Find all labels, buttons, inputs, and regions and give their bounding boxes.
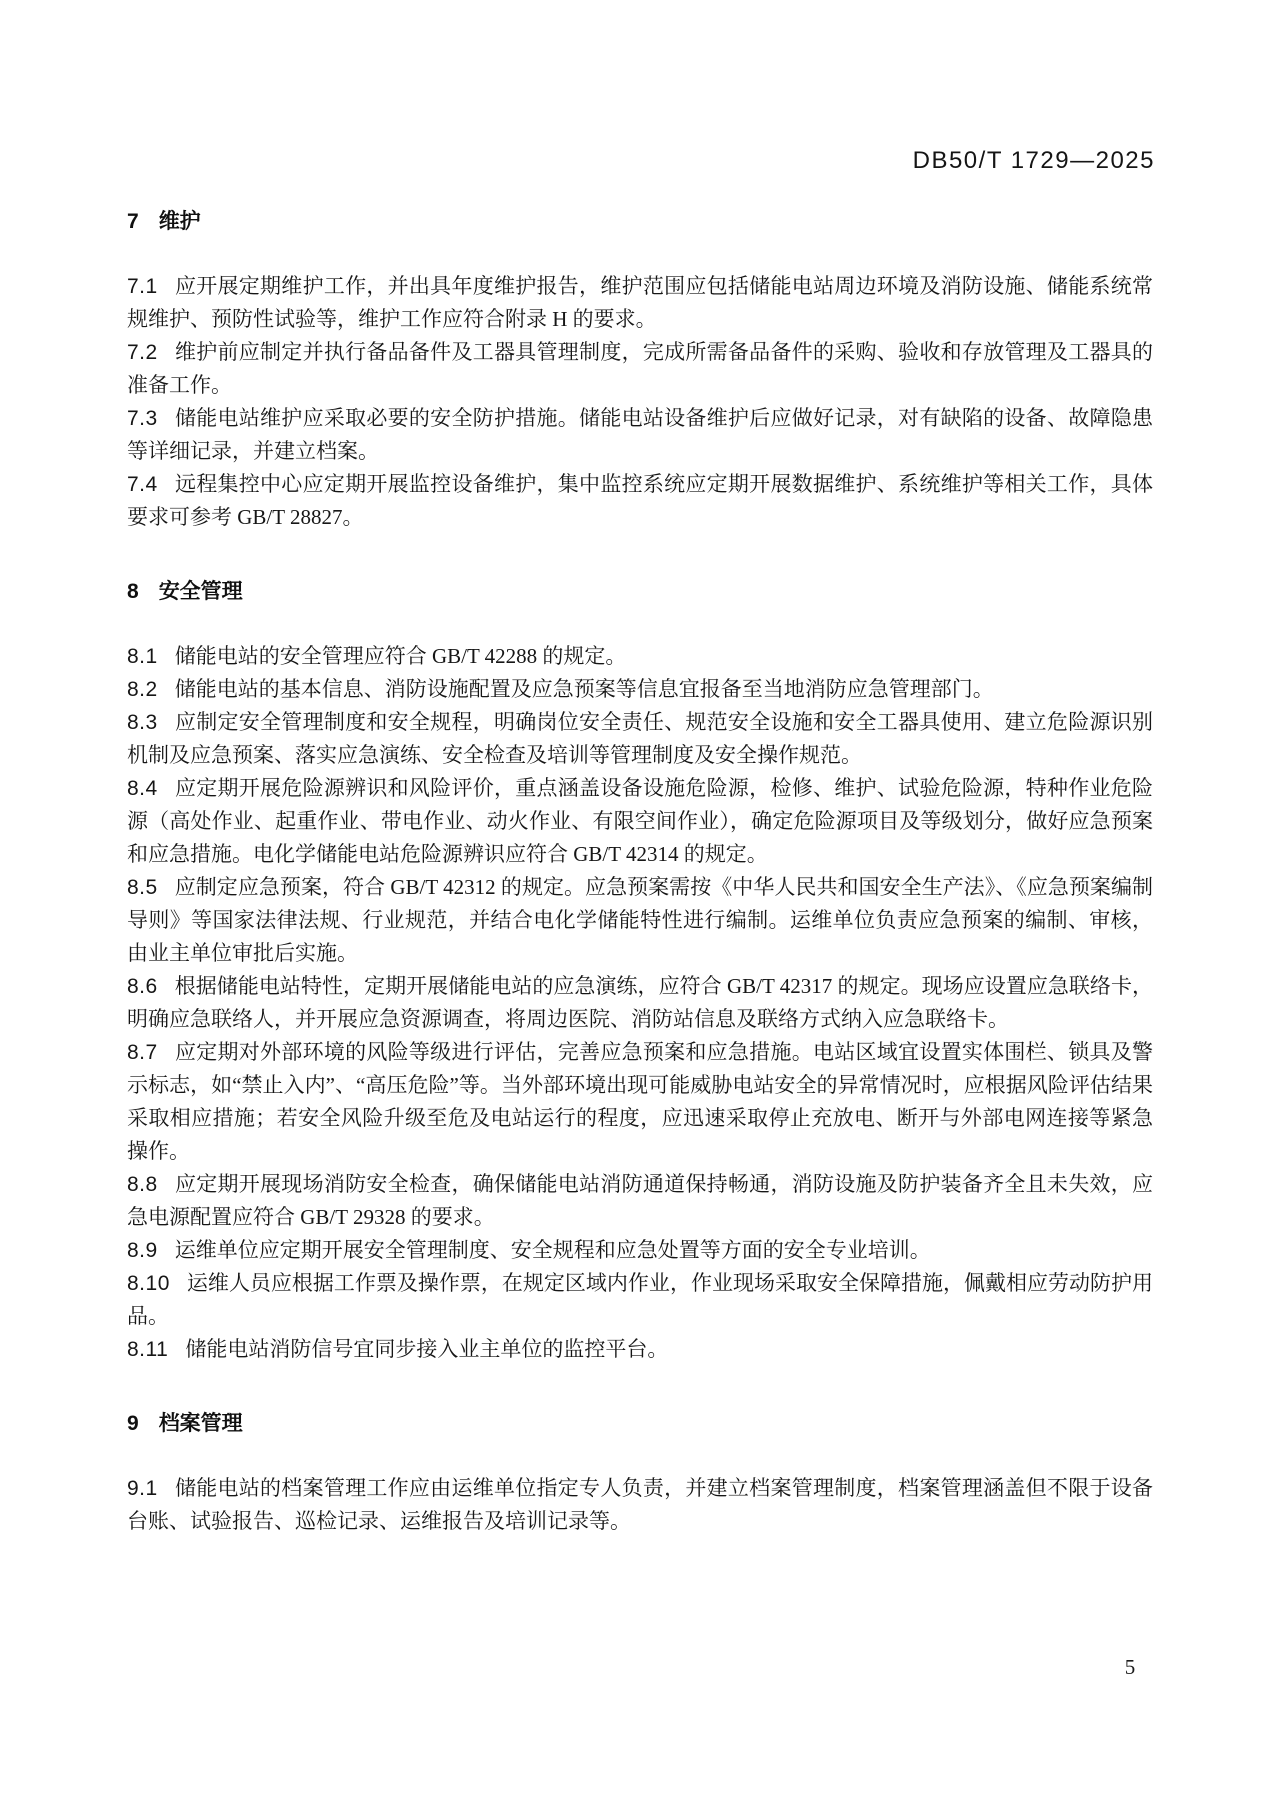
clause-7-1 (127, 270, 1153, 336)
clause-number: 8.1 (127, 645, 158, 668)
clause-number: 8.10 (127, 1272, 170, 1295)
clause-number: 8.8 (127, 1173, 158, 1196)
clause-8-5 (127, 871, 1153, 970)
section-title: 安全管理 (158, 580, 243, 603)
clause-8-8 (127, 1168, 1153, 1234)
section-number: 9 (127, 1412, 139, 1435)
clause-text: 储能电站的档案管理工作应由运维单位指定专人负责，并建立档案管理制度，档案管理涵盖但不限于设备台账、试验报告、巡检记录、运维报告及培训记录等。 (127, 1476, 1153, 1533)
clause-8-4 (127, 772, 1153, 871)
clause-8-9 (127, 1234, 1153, 1267)
clause-text: 维护前应制定并执行备品备件及工器具管理制度，完成所需备品备件的采购、验收和存放管理及工器具的准备工作。 (127, 340, 1153, 397)
clause-8-7 (127, 1036, 1153, 1168)
clause-8-1 (127, 640, 1153, 673)
clause-number: 8.6 (127, 975, 158, 998)
clause-9-1 (127, 1472, 1153, 1538)
clause-8-10 (127, 1267, 1153, 1333)
clause-text: 储能电站消防信号宜同步接入业主单位的监控平台。 (185, 1337, 669, 1361)
clause-text: 根据储能电站特性，定期开展储能电站的应急演练，应符合 GB/T 42317 的规定。现场应设置应急联络卡，明确应急联络人，并开展应急资源调查，将周边医院、消防站信息及联络方式纳入应急联络卡。 (127, 974, 1153, 1031)
clause-text: 应制定应急预案，符合 GB/T 42312 的规定。应急预案需按《中华人民共和国安全生产法》、《应急预案编制导则》等国家法律法规、行业规范，并结合电化学储能特性进行编制。运维单位负责应急预案的编制、审核，由业主单位审批后实施。 (127, 875, 1153, 965)
clause-number: 8.5 (127, 876, 158, 899)
clause-7-2 (127, 336, 1153, 402)
clause-text: 应开展定期维护工作，并出具年度维护报告，维护范围应包括储能电站周边环境及消防设施、储能系统常规维护、预防性试验等，维护工作应符合附录 H 的要求。 (127, 274, 1153, 331)
clause-8-2 (127, 673, 1153, 706)
clause-number: 7.2 (127, 341, 158, 364)
clause-text: 远程集控中心应定期开展监控设备维护，集中监控系统应定期开展数据维护、系统维护等相关工作，具体要求可参考 GB/T 28827。 (127, 472, 1153, 529)
standard-number-header: DB50/T 1729—2025 (912, 147, 1155, 174)
section-heading-7 (127, 208, 1153, 236)
page-number: 5 (1124, 1655, 1136, 1679)
clause-text: 应定期开展现场消防安全检查，确保储能电站消防通道保持畅通，消防设施及防护装备齐全且未失效，应急电源配置应符合 GB/T 29328 的要求。 (127, 1172, 1153, 1229)
clause-text: 运维单位应定期开展安全管理制度、安全规程和应急处置等方面的安全专业培训。 (174, 1238, 931, 1262)
section-heading-9 (127, 1410, 1153, 1438)
section-title: 维护 (158, 210, 201, 233)
clause-number: 8.3 (127, 711, 158, 734)
clause-8-11 (127, 1333, 1153, 1366)
clause-text: 应定期开展危险源辨识和风险评价，重点涵盖设备设施危险源，检修、维护、试验危险源，特种作业危险源（高处作业、起重作业、带电作业、动火作业、有限空间作业），确定危险源项目及等级划分，做好应急预案和应急措施。电化学储能电站危险源辨识应符合 GB/T 42314 的规定。 (127, 776, 1153, 866)
clause-number: 9.1 (127, 1477, 158, 1500)
clause-number: 8.11 (127, 1338, 169, 1361)
clause-7-4 (127, 468, 1153, 534)
clause-text: 应制定安全管理制度和安全规程，明确岗位安全责任、规范安全设施和安全工器具使用、建立危险源识别机制及应急预案、落实应急演练、安全检查及培训等管理制度及安全操作规范。 (127, 710, 1153, 767)
clause-number: 7.4 (127, 473, 158, 496)
clause-text: 运维人员应根据工作票及操作票，在规定区域内作业，作业现场采取安全保障措施，佩戴相应劳动防护用品。 (127, 1271, 1153, 1328)
clause-number: 7.3 (127, 407, 158, 430)
clause-text: 应定期对外部环境的风险等级进行评估，完善应急预案和应急措施。电站区域宜设置实体围栏、锁具及警示标志，如“禁止入内”、“高压危险”等。当外部环境出现可能威胁电站安全的异常情况时，应根据风险评估结果采取相应措施；若安全风险升级至危及电站运行的程度，应迅速采取停止充放电、断开与外部电网连接等紧急操作。 (127, 1040, 1153, 1163)
clause-text: 储能电站的安全管理应符合 GB/T 42288 的规定。 (174, 644, 627, 668)
clause-text: 储能电站的基本信息、消防设施配置及应急预案等信息宜报备至当地消防应急管理部门。 (174, 677, 994, 701)
clause-number: 7.1 (127, 275, 158, 298)
section-number: 7 (127, 210, 139, 233)
section-number: 8 (127, 580, 139, 603)
section-title: 档案管理 (158, 1412, 243, 1435)
document-body (127, 208, 1153, 1538)
section-heading-8 (127, 578, 1153, 606)
clause-8-3 (127, 706, 1153, 772)
clause-number: 8.4 (127, 777, 158, 800)
clause-7-3 (127, 402, 1153, 468)
clause-number: 8.9 (127, 1239, 158, 1262)
clause-text: 储能电站维护应采取必要的安全防护措施。储能电站设备维护后应做好记录，对有缺陷的设备、故障隐患等详细记录，并建立档案。 (127, 406, 1153, 463)
clause-8-6 (127, 970, 1153, 1036)
clause-number: 8.2 (127, 678, 158, 701)
clause-number: 8.7 (127, 1041, 158, 1064)
